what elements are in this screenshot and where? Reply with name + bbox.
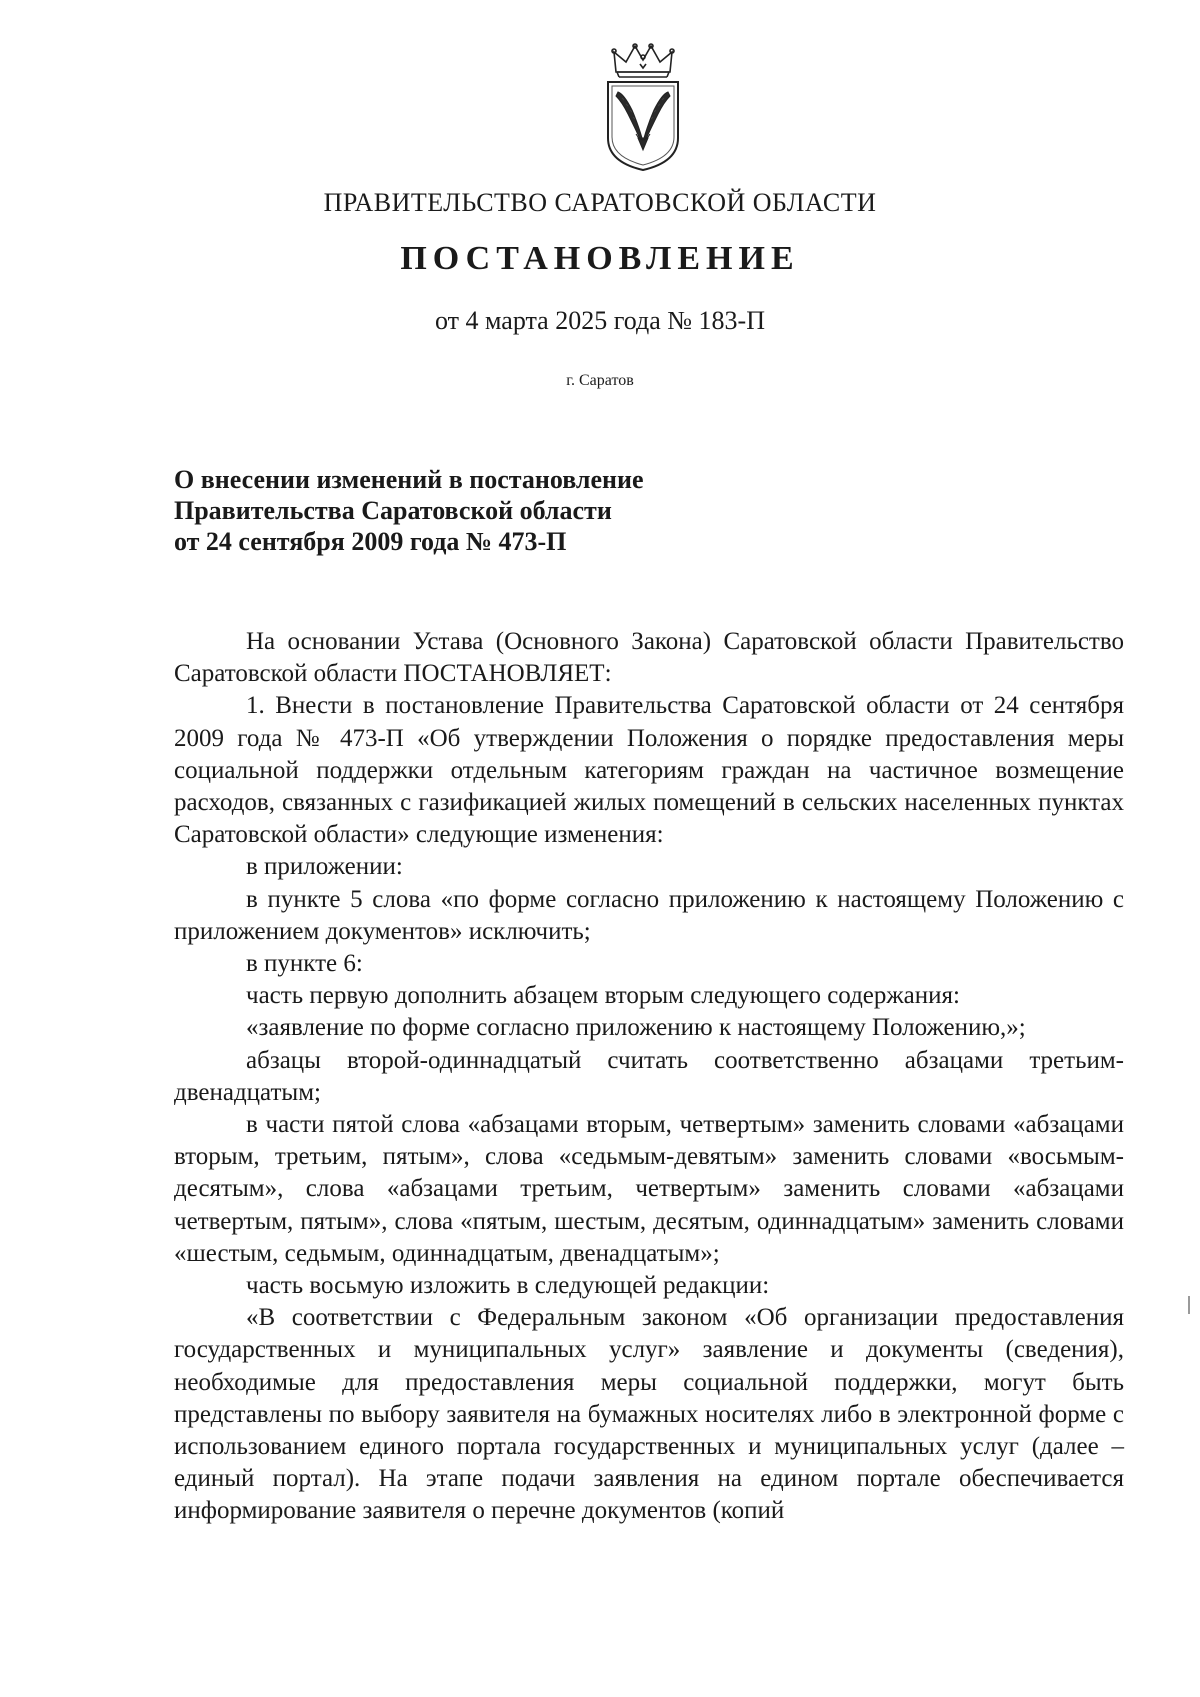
body-paragraph: 1. Внести в постановление Правительства Саратовской области от 24 сентября 2009 года № 473-П «Об утверждении Положения о порядке предоставления меры социальной поддержки отдельным категориям граждан на частичное возмещение расходов, связанных с газификацией жилых помещений в сельских населенных пунктах Саратовской области» следующие изменения: xyxy=(174,692,1124,849)
government-title: ПРАВИТЕЛЬСТВО САРАТОВСКОЙ ОБЛАСТИ xyxy=(323,188,877,217)
subject-line: О внесении изменений в постановление xyxy=(174,465,644,494)
body-paragraph: На основании Устава (Основного Закона) Саратовской области Правительство Саратовской области ПОСТАНОВЛЯЕТ: xyxy=(174,628,1124,688)
scan-artifact xyxy=(1188,1296,1190,1314)
document-city: г. Саратов xyxy=(566,372,634,389)
body-paragraph: в пункте 5 слова «по форме согласно приложению к настоящему Положению с приложением документов» исключить; xyxy=(174,885,1124,945)
body-paragraph: часть первую дополнить абзацем вторым следующего содержания: xyxy=(246,982,960,1010)
body-paragraph: в части пятой слова «абзацами вторым, четвертым» заменить словами «абзацами вторым, третьим, пятым», слова «седьмым-девятым» заменить словами «восьмым-десятым», слова «абзацами третьим, четвертым» заменить словами «абзацами четвертым, пятым», слова «пятым, шестым, десятым, одиннадцатым» заменить словами «шестым, седьмым, одиннадцатым, двенадцатым»; xyxy=(174,1111,1124,1267)
document-type: ПОСТАНОВЛЕНИЕ xyxy=(400,240,800,277)
body-paragraph: «В соответствии с Федеральным законом «Об организации предоставления государственных и муниципальных услуг» заявление и документы (сведения), необходимые для предоставления меры социальной поддержки, могут быть представлены по выбору заявителя на бумажных носителях либо в электронной форме с использованием единого портала государственных и муниципальных услуг (далее – единый портал). На этапе подачи заявления на едином портале обеспечивается информирование заявителя о перечне документов (копий xyxy=(174,1304,1124,1525)
subject-line: Правительства Саратовской области xyxy=(174,496,612,525)
document-subject xyxy=(174,464,854,557)
body-paragraph: часть восьмую изложить в следующей редакции: xyxy=(246,1272,770,1300)
body-paragraph: абзацы второй-одиннадцатый считать соответственно абзацами третьим-двенадцатым; xyxy=(174,1046,1124,1106)
subject-line: от 24 сентября 2009 года № 473-П xyxy=(174,527,567,556)
body-paragraph: «заявление по форме согласно приложению к настоящему Положению,»; xyxy=(246,1014,1026,1042)
saratov-coat-of-arms-icon xyxy=(602,42,684,172)
document-number-date: от 4 марта 2025 года № 183-П xyxy=(435,306,765,335)
body-paragraph: в приложении: xyxy=(246,853,403,881)
body-paragraph: в пункте 6: xyxy=(246,950,363,978)
document-body xyxy=(174,626,1124,1528)
